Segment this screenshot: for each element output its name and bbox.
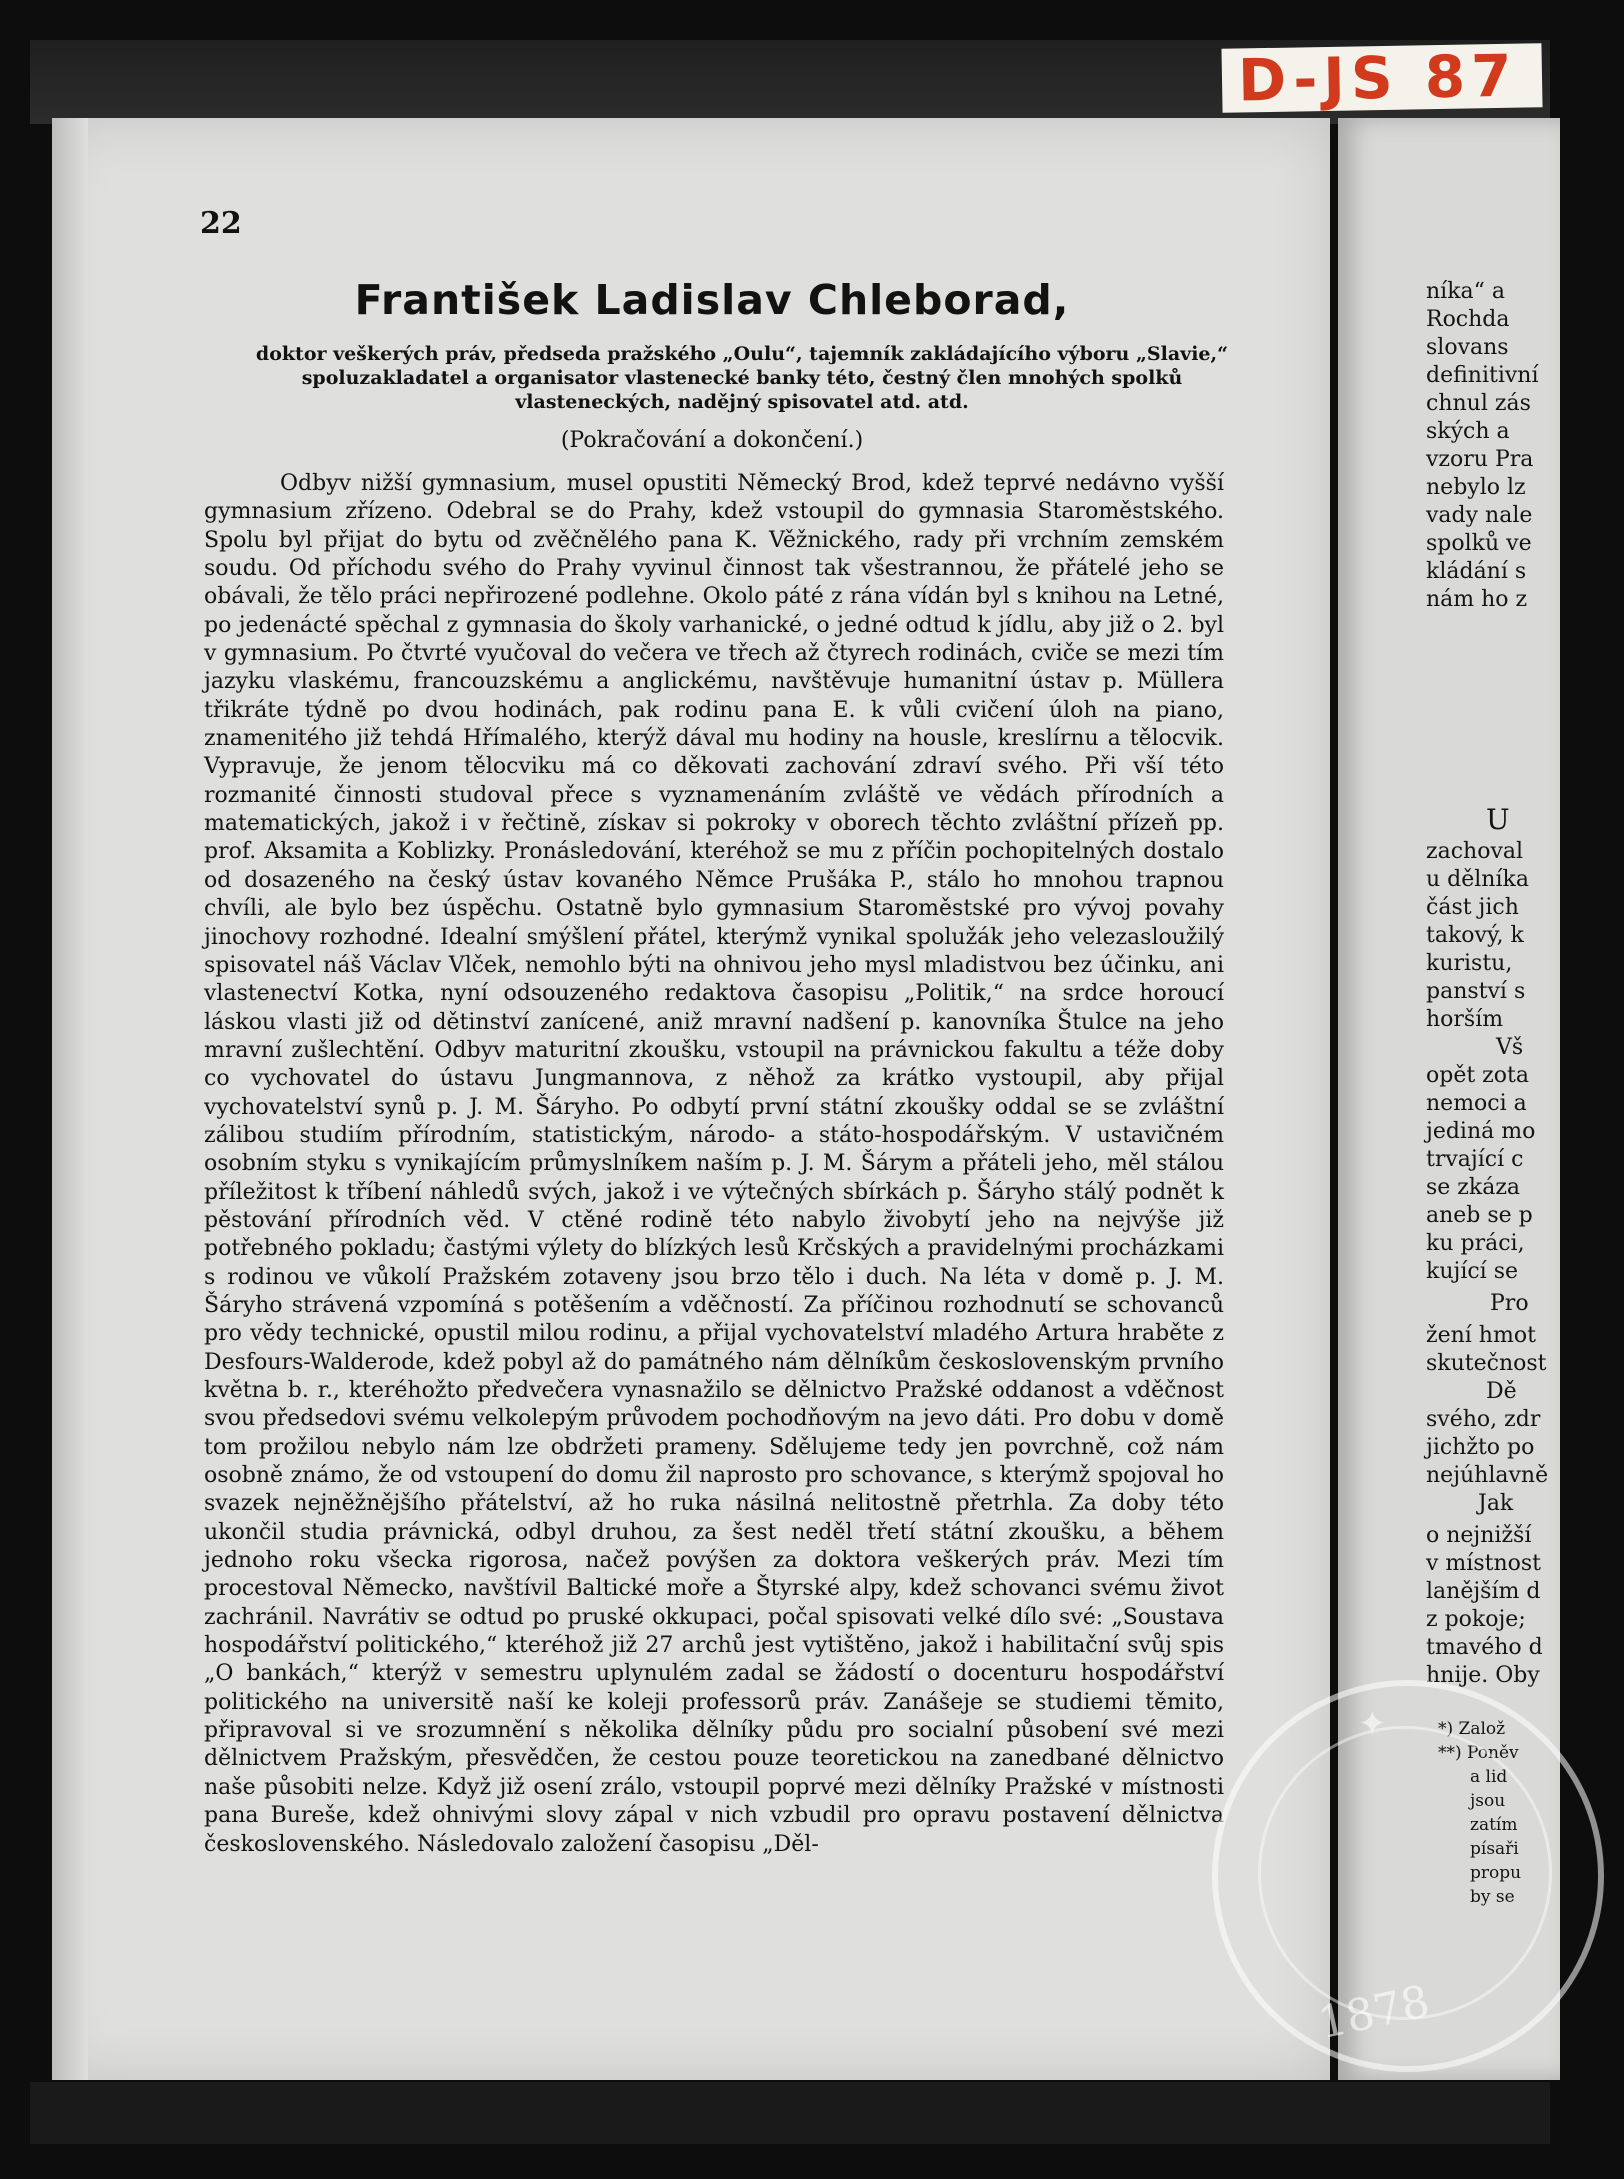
adjacent-page-line: jichžto po [1426, 1435, 1535, 1460]
adjacent-page-line: ských a [1426, 419, 1510, 444]
adjacent-page-line: kládání s [1426, 559, 1527, 584]
adjacent-page-line: kující se [1426, 1259, 1519, 1284]
adjacent-page-line: slovans [1426, 335, 1509, 360]
adjacent-page-line: vady nale [1426, 503, 1533, 528]
adjacent-page-line: opět zota [1426, 1063, 1529, 1088]
article-body: Odbyv nižší gymnasium, musel opustiti Německý Brod, kdež teprvé nedávno vyšší gymnasium zřízeno. Odebral se do Prahy, kdež vstoupil do gymnasia Staroměstského. Spolu byl přijat do bytu od zvěčnělého pana K. Věžnického, rady při vrchním zemském soudu. Od příchodu svého do Prahy vyvinul činnost tak všestrannou, že přátelé jeho se obávali, že tělo práci nepřirozené podlehne. Okolo páté z rána vídán byl s knihou na Letné, po jedenácté spěchal z gymnasia do školy varhanické, o jedné odtud k jídlu, aby již o 2. byl v gymnasium. Po čtvrté vyučoval do večera ve třech až čtyrech rodinách, cviče se mezi tím jazyku vlaskému, francouzskému a anglickému, navštěvuje humanitní ústav p. Müllera třikráte týdně po dvou hodinách, pak rodinu pana E. k vůli cvičení úloh na piano, znamenitého již tehdá Hřímalého, kterýž dával mu hodiny na housle, kreslírnu a tělocvik. Vypravuje, že jenom tělocviku má co děkovati zachování zdraví svého. Při vší této rozmanité činnosti studoval přece s vyznamenáním zvláště ve vědách přírodních a matematických, jakož i v řečtině, získav si pokroky v oborech těchto zvláštní přízeň pp. prof. Aksamita a Koblizky. Pronásledování, kteréhož se mu z příčin pochopitelných dostalo od dosazeného na český ústav kovaného Němce Prušáka P., stálo ho mnohou trapnou chvíli, ale bylo bez úspěchu. Ostatně bylo gymnasium Staroměstské pro vývoj povahy jinochovy rozhodné. Idealní smýšlení přátel, kterýmž vynikal spolužák jeho velezasloužilý spisovatel náš Václav Vlček, nemohlo býti na ohnivou jeho mysl mladistvou bez účinku, ani vlastenectví Kotka, nyní odsouzeného redaktova časopisu „Politik,“ na srdce horoucí láskou vlasti již od dětinství zanícené, aniž mravní nadšení p. kanovníka Štulce na jeho mravní zušlechtění. Odbyv maturitní zkoušku, vstoupil na právnickou fakultu a téže doby co vychovatel do ústavu Jungmannova, z něhož za krátko vystoupil, aby přijal vychovatelství synů p. J. M. Šáryho. Po odbytí první státní zkoušky oddal se se zvláštní zálibou studiím přírodním, statistickým, národo- a státo-hospodářským. V ustavičném osobním styku s vynikajícím průmyslníkem naším p. J. M. Šárym a přáteli jeho, měl stálou příležitost k tříbení náhledů svých, jakož i ve výtečných sbírkách p. Šáryho stálý podnět k pěstování přírodních věd. V ctěné rodině této nabylo živobytí jeho na nejvýše již potřebného pokladu; častými výlety do blízkých lesů Krčských a pravidelnými procházkami s rodinou ve vůkolí Pražském zotaveny jsou brzo tělo i duch. Na léta v domě p. J. M. Šáryho strávená vzpomíná s potěšením a vděčností. Za příčinou rozhodnutí se schovanců pro vědy technické, opustil milou rodinu, a přijal vychovatelství mladého Artura hraběte z Desfours-Walderode, kdež pobyl až do památného nám dělníkům československým prvního května b. r., kteréhožto předvečera vynasnažilo se dělnictvo Pražské oddanost a vděčnost svou předsedovi svému velkolepým průvodem pochodňovým na jevo dáti. Pro dobu v domě tom prožilou nebylo nám lze obdržeti prameny. Sdělujeme tedy jen povrchně, což nám osobně známo, že od vstoupení do domu žil naprosto pro schovance, s kterýmž spojoval ho svazek nejněžnějšího přátelství, až ho ruka násilná nelitostně přetrhla. Za doby této ukončil studia právnická, odbyl druhou, za šest neděl třetí státní zkoušku, a během jednoho roku všecka rigorosa, načež povýšen za doktora veškerých práv. Mezi tím procestoval Německo, navštívil Baltické moře a Štyrské alpy, kdež schovanci svému život zachránil. Navrátiv se odtud po pruské okkupaci, počal spisovati velké dílo své: „Soustava hospodářství politického,“ kteréhož již 27 archů jest vytištěno, jakož i habilitační svůj spis „O bankách,“ kterýž v semestru uplynulém zadal se žádostí o docenturu hospodářství politického na universitě naší ke koleji professorů práv. Zanášeje se studiemi těmito, připravoval si ve srozumnění s několika dělníky půdu pro socialní působení své mezi dělnictvem Pražským, přesvědčen, že cestou pouze teoretickou na zanedbané dělnictvo naše působiti nelze. Když již osení zrálo, vstoupil poprvé mezi dělníky Pražské v místnosti pana Bureše, kdež ohnivými slovy zápal v nich vzbudil pro opravu postavení dělnictva československého. Následovalo založení časopisu „Děl- [204, 471, 1224, 1857]
page-gutter-shadow [52, 118, 88, 2080]
main-page [52, 118, 1330, 2080]
adjacent-page-line: trvající c [1426, 1147, 1524, 1172]
adjacent-page-line: jediná mo [1426, 1119, 1536, 1144]
film-edge-bottom [30, 2082, 1550, 2144]
adjacent-page-line: Pro [1490, 1291, 1529, 1316]
adjacent-page-line: u dělníka [1426, 867, 1529, 892]
adjacent-page-footnote: *) Založ [1438, 1719, 1506, 1739]
stamp-year: 1878 [1313, 1975, 1435, 2050]
adjacent-page-line: v místnost [1426, 1551, 1541, 1576]
adjacent-page-line: lanějším d [1426, 1579, 1541, 1604]
museum-stamp [1212, 1680, 1604, 2072]
adjacent-page-footnote: jsou [1470, 1791, 1506, 1811]
adjacent-page-line: Vš [1496, 1035, 1524, 1060]
adjacent-page-line: horším [1426, 1007, 1504, 1032]
adjacent-page-line: spolků ve [1426, 531, 1532, 556]
adjacent-page-line: Rochda [1426, 307, 1510, 332]
adjacent-page-line: ku práci, [1426, 1231, 1525, 1256]
stamp-crest-icon: ✦ [1358, 1704, 1401, 1744]
adjacent-page-footnote: a lid [1470, 1767, 1508, 1787]
archive-label: D-JS 87 [1221, 43, 1542, 113]
page-number: 22 [200, 206, 242, 241]
stamp-inner-ring [1258, 1726, 1552, 2020]
adjacent-page-line: část jich [1426, 895, 1519, 920]
adjacent-page-line: nebylo lz [1426, 475, 1526, 500]
adjacent-page-line: panství s [1426, 979, 1526, 1004]
article-subtitle: doktor veškerých práv, předseda pražského „Oulu“, tajemník zakládajícího výboru „Slavie,“ spoluzakladatel a organisator vlastenecké banky této, čestný člen mnohých spolků vlasteneckých, nadějný spisovatel atd. atd. [255, 343, 1229, 413]
adjacent-page-line: zachoval [1426, 839, 1524, 864]
adjacent-page-line: níka“ a [1426, 279, 1506, 304]
adjacent-page-line: U [1486, 803, 1510, 836]
adjacent-page-line: skutečnost [1426, 1351, 1547, 1376]
adjacent-page-line: o nejnižší [1426, 1523, 1532, 1548]
adjacent-page-line: svého, zdr [1426, 1407, 1541, 1432]
adjacent-page-line: nemoci a [1426, 1091, 1527, 1116]
adjacent-page-line: žení hmot [1426, 1323, 1536, 1348]
adjacent-page-line: takový, k [1426, 923, 1524, 948]
adjacent-page-line: hnije. Oby [1426, 1663, 1540, 1688]
adjacent-page-line: definitivní [1426, 363, 1539, 388]
adjacent-page-line: Dě [1486, 1379, 1517, 1404]
adjacent-page-line: chnul zás [1426, 391, 1531, 416]
adjacent-page-line: se zkáza [1426, 1175, 1521, 1200]
adjacent-page-line: vzoru Pra [1426, 447, 1534, 472]
adjacent-page-footnote: zatím [1470, 1815, 1518, 1835]
adjacent-page-footnote: **) Poněv [1438, 1743, 1519, 1763]
adjacent-page-line: aneb se p [1426, 1203, 1533, 1228]
adjacent-page-footnote: písaři [1470, 1839, 1519, 1859]
adjacent-page-line: nejúhlavně [1426, 1463, 1549, 1488]
adjacent-page-line: Jak [1478, 1491, 1514, 1516]
article-title: František Ladislav Chleborad, [354, 276, 1070, 324]
continuation-note: (Pokračování a dokončení.) [560, 428, 864, 453]
adjacent-page-line: nám ho z [1426, 587, 1528, 612]
adjacent-page-line: z pokoje; [1426, 1607, 1526, 1632]
adjacent-page-footnote: by se [1470, 1887, 1515, 1907]
adjacent-page-footnote: propu [1470, 1863, 1522, 1883]
adjacent-page-line: tmavého d [1426, 1635, 1543, 1660]
adjacent-page-line: kuristu, [1426, 951, 1513, 976]
